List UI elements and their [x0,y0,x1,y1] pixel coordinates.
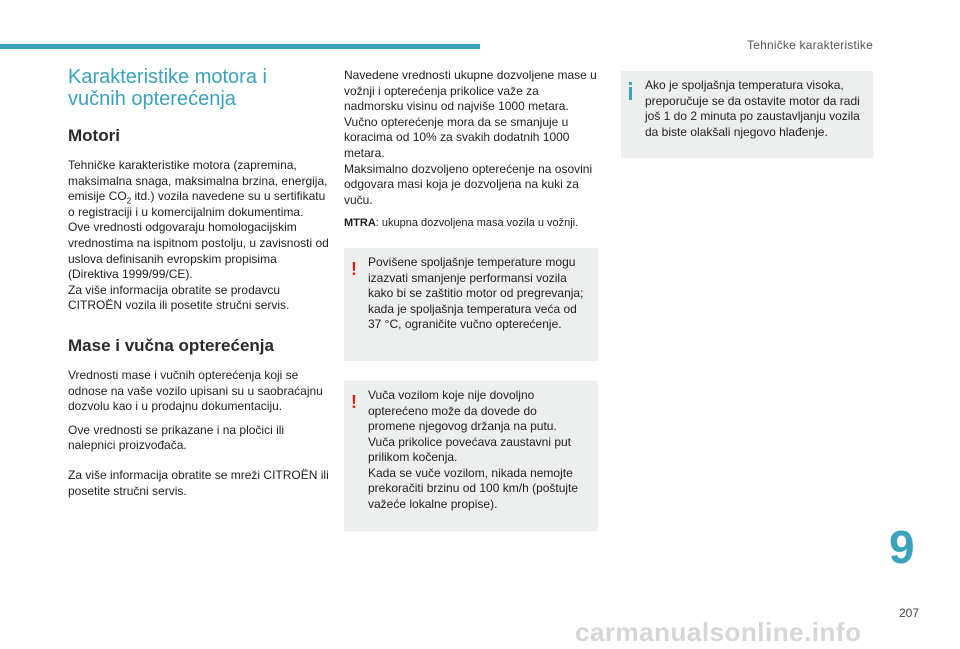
mtra-text: : ukupna dozvoljena masa vozila u vožnji. [375,217,579,230]
warning-text-towing: Vuča vozilom koje nije dovoljno opterećeno može da dovede do promene njegovog držanja na putu. Vuča prikolice povećava zaustavni put prilikom kočenja. Kada se vuče vozilom, nikada nemojte prekoračiti brzinu od 100 km/h (poštujte važeće lokalne propise). [368,387,579,512]
watermark: carmanualsonline.info [575,617,862,647]
exclamation-icon: ! [351,391,357,412]
page-title: Karakteristike motora i vučnih opterećenja [68,66,267,110]
heading-motori: Motori [68,126,120,145]
column-left [68,66,330,507]
chapter-number: 9 [889,521,915,573]
header-accent-bar [0,44,480,49]
exclamation-icon: ! [351,258,357,279]
heading-mase: Mase i vučna opterećenja [68,335,274,355]
mase-paragraph-3: Za više informacija obratite se mreži CITROËN ili posetite stručni servis. [68,467,329,498]
motori-text-1: Tehničke karakteristike motora (zapremina, maksimalna snaga, maksimalna brzina, energija, emisije CO [68,158,328,204]
co2-subscript: 2 [126,196,132,206]
warning-box-towing [344,381,598,531]
mase-paragraph-2: Ove vrednosti se prikazane i na pločici ili nalepnici proizvođača. [68,422,285,453]
info-box-cooling [621,71,873,158]
motori-text-2: itd.) vozila navedene su u sertifikatu o registraciji i u komercijalnim dokumentima. Ove vrednosti odgovaraju homologacijskim vrednostima na ispitnom postolju, u zavisnosti od uslova definisanih evropskim propisima (Direktiva 1999/99/CE). Za više informacija obratite se prodavcu CITROËN vozila ili posetite stručni servis. [68,189,329,313]
section-header: Tehničke karakteristike [747,38,873,52]
limits-paragraph: Navedene vrednosti ukupne dozvoljene mase u vožnji i opterećenja prikolice važe za nadmorsku visinu od najviše 1000 metara. Vučno opterećenje mora da se smanjuje u koracima od 10% za svakih dodatnih 1000 metara. Maksimalno dozvoljeno opterećenje na osovini odgovara masi koja je dozvoljena na kuki za vuču. [344,68,597,207]
column-right [621,71,873,178]
motori-paragraph [68,158,330,314]
mtra-label: MTRA [344,217,376,230]
mase-paragraph-1: Vrednosti mase i vučnih opterećenja koji se odnose na vaše vozilo upisani su u saobraćajnu dozvolu kao i u prodajnu dokumentaciju. [68,367,323,414]
warning-box-temperature [344,248,598,361]
warning-text-temperature: Povišene spoljašnje temperature mogu izazvati smanjenje performansi vozila kako bi se zaštitio motor od pregrevanja; kada je spoljašnja temperatura veća od 37 °C, ograničite vučno opterećenje. [368,254,584,332]
mtra-note [344,216,598,232]
page-number: 207 [899,606,920,620]
column-middle [344,68,598,551]
info-text-cooling: Ako je spoljašnja temperatura visoka, preporučuje se da ostavite motor da radi još 1 do 2 minuta po zaustavljanju vozila da biste olakšali njegovo hlađenje. [645,78,860,139]
info-icon [629,82,632,100]
